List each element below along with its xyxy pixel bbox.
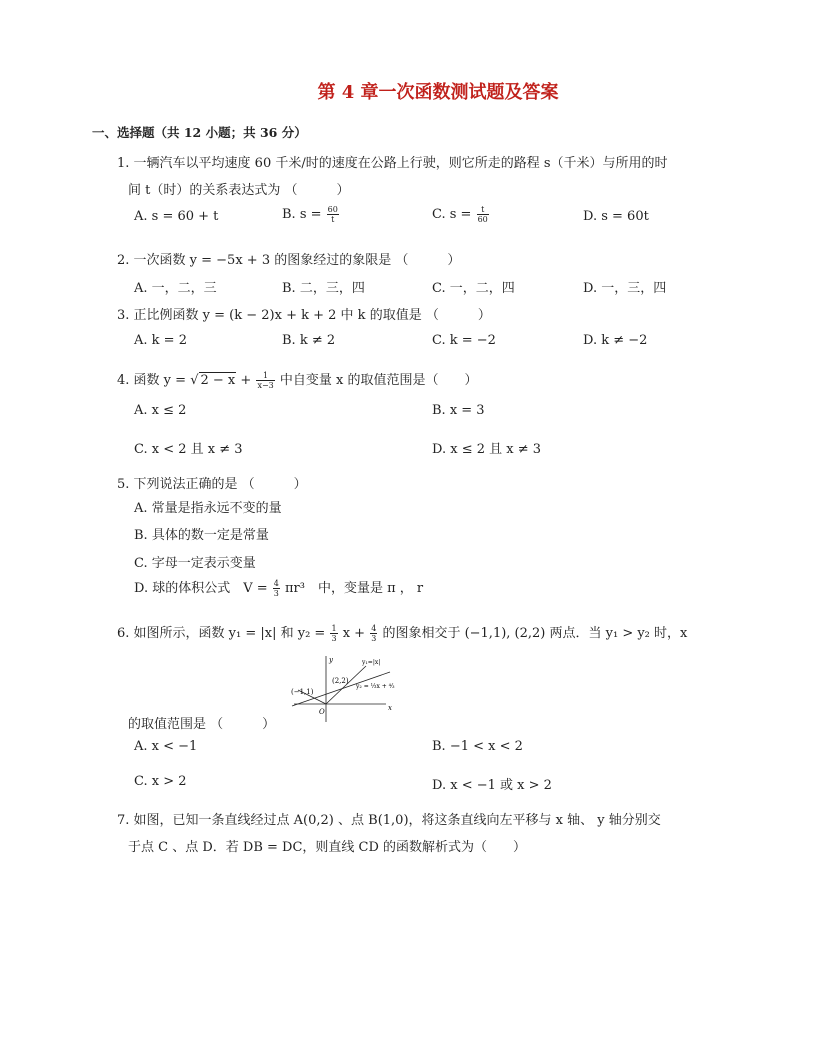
- origin-label: O: [319, 708, 325, 716]
- q1-c-numerator: t: [477, 205, 489, 215]
- q4-stem-prefix: 4. 函数 y =: [117, 373, 187, 388]
- q5-d-prefix: D. 球的体积公式 V =: [134, 581, 268, 596]
- q1-option-b-prefix: B. s =: [282, 207, 322, 222]
- q6-option-a: A. x < −1: [134, 739, 198, 754]
- q2-option-d: D. 一，三，四: [583, 281, 667, 296]
- q6-stem-suffix: 的图象相交于 (−1,1), (2,2) 两点．当 y₁ > y₂ 时，x: [382, 626, 688, 641]
- q6-stem-line2: 的取值范围是 （ ）: [128, 717, 276, 732]
- q4-fraction: [256, 371, 274, 390]
- point-label-1: (−1,1): [291, 688, 314, 696]
- q7-stem-line1: 7. 如图，已知一条直线经过点 A(0,2) 、点 B(1,0)，将这条直线向左平移与 x 轴、 y 轴分别交: [117, 813, 661, 828]
- q6-f2-numerator: 4: [371, 624, 377, 633]
- q2-option-c: C. 一，二，四: [432, 281, 515, 296]
- q2-option-a: A. 一，二，三: [134, 281, 217, 296]
- q6-f1-numerator: 1: [331, 624, 337, 633]
- q1-option-c-prefix: C. s =: [432, 207, 472, 222]
- q4-option-a: A. x ≤ 2: [134, 403, 187, 418]
- q1-option-d: D. s = 60t: [583, 209, 649, 224]
- q6-stem-mid: x +: [342, 626, 366, 641]
- q3-option-b: B. k ≠ 2: [282, 333, 336, 348]
- q6-fraction-1: [330, 624, 337, 643]
- q4-fraction-denominator: x−3: [257, 381, 274, 390]
- point-label-2: (2,2): [332, 677, 349, 685]
- q6-option-b: B. −1 < x < 2: [432, 739, 523, 754]
- q4-fraction-numerator: 1: [256, 371, 274, 381]
- q1-b-numerator: 60: [327, 205, 338, 214]
- q7-stem-line2: 于点 C 、点 D．若 DB = DC，则直线 CD 的函数解析式为（ ）: [128, 840, 527, 855]
- q5-stem: 5. 下列说法正确的是 （ ）: [117, 477, 307, 492]
- q6-option-c: C. x > 2: [134, 774, 187, 789]
- q3-option-a: A. k = 2: [134, 333, 187, 348]
- q1-option-c: [432, 205, 490, 224]
- page-title: 第 4 章一次函数测试题及答案: [317, 82, 559, 103]
- q6-stem-prefix: 6. 如图所示，函数 y₁ = |x| 和 y₂ =: [117, 626, 326, 641]
- q1-stem-line2: 间 t（时）的关系表达式为 （ ）: [128, 183, 350, 198]
- q4-option-b: B. x = 3: [432, 403, 485, 418]
- q4-radicand: 2 − x: [200, 373, 236, 388]
- q5-option-d: [134, 577, 423, 598]
- q5-d-denominator: 3: [273, 589, 279, 598]
- y1-label: y₁=|x|: [362, 659, 381, 666]
- sqrt-sign: √: [190, 373, 199, 388]
- q1-stem-line1: 1. 一辆汽车以平均速度 60 千米/时的速度在公路上行驶，则它所走的路程 s（千米）与所用的时: [117, 156, 668, 171]
- q1-option-b: [282, 205, 340, 224]
- q4-stem: [117, 369, 478, 390]
- q4-plus: +: [240, 373, 252, 388]
- x-axis-label: x: [388, 704, 392, 712]
- q6-fraction-2: [370, 624, 377, 643]
- q5-d-suffix: πr³ 中，变量是 π ， r: [285, 581, 424, 596]
- q4-stem-suffix: 中自变量 x 的取值范围是（ ）: [279, 373, 478, 388]
- section-heading: 一、选择题（共 12 小题；共 36 分）: [92, 125, 307, 140]
- q2-option-b: B. 二，三，四: [282, 281, 365, 296]
- q2-stem: 2. 一次函数 y = −5x + 3 的图象经过的象限是 （ ）: [117, 253, 461, 268]
- q6-option-d: D. x < −1 或 x > 2: [432, 778, 552, 793]
- q5-d-fraction: [273, 579, 280, 598]
- q1-option-b-fraction: [327, 205, 339, 224]
- q6-graph: [286, 654, 406, 726]
- q3-option-d: D. k ≠ −2: [583, 333, 648, 348]
- q3-stem: 3. 正比例函数 y = (k − 2)x + k + 2 中 k 的取值是 （ ）: [117, 308, 491, 323]
- y2-label: y₂ = ⅓x + ⁴⁄₃: [356, 683, 395, 690]
- q4-option-d: D. x ≤ 2 且 x ≠ 3: [432, 442, 542, 457]
- q1-option-a: A. s = 60 + t: [134, 209, 219, 224]
- q4-option-c: C. x < 2 且 x ≠ 3: [134, 442, 243, 457]
- q3-option-c: C. k = −2: [432, 333, 496, 348]
- q6-f2-denominator: 3: [371, 634, 377, 643]
- q5-option-b: B. 具体的数一定是常量: [134, 528, 269, 543]
- q5-option-c: C. 字母一定表示变量: [134, 556, 256, 571]
- y-axis-label: y: [329, 656, 333, 664]
- q6-stem: [117, 622, 687, 643]
- q5-option-a: A. 常量是指永远不变的量: [134, 501, 282, 516]
- q6-f1-denominator: 3: [331, 634, 337, 643]
- q5-d-numerator: 4: [273, 579, 279, 588]
- q1-option-c-fraction: [477, 205, 489, 224]
- q1-c-denominator: 60: [477, 215, 488, 224]
- q1-b-denominator: t: [331, 215, 335, 224]
